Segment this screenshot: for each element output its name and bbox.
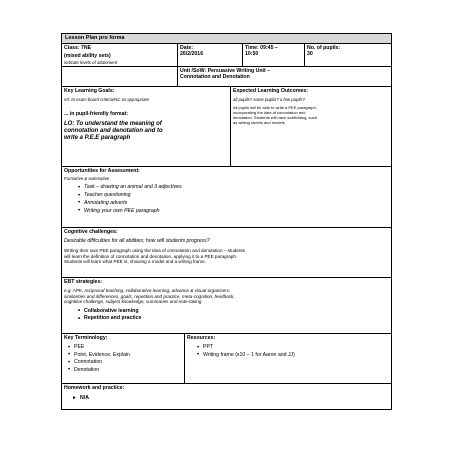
outcomes-line-3: denotation. Students will have scaffolding, such <box>233 114 317 120</box>
class-info-row <box>62 44 391 67</box>
assessment-heading: Opportunities for Assessment: <box>64 168 140 174</box>
lo-line-2: connotation and denotation and to <box>64 127 163 134</box>
goals-friendly: ... in pupil-friendly format: <box>64 111 128 118</box>
cognitive-cell <box>62 228 391 277</box>
list-item: • Teacher questioning <box>74 192 389 200</box>
class-label: Class: 7NE <box>64 45 92 51</box>
ebt-list <box>74 308 389 323</box>
homework-row <box>62 384 391 411</box>
cognitive-row <box>62 228 391 278</box>
outcomes-line-4: as writing sheets and models. <box>233 119 286 125</box>
outcomes-cell <box>231 87 391 166</box>
ebt-line-3: cognitive challenge, subject knowledge, summaries and note-taking <box>64 299 202 305</box>
lo-line-1: LO: To understand the meaning of <box>64 120 162 127</box>
date-value: 26/2/2016 <box>180 51 204 58</box>
assessment-sub: Formative & summative <box>64 176 110 182</box>
assessment-row <box>62 167 391 228</box>
list-item: • Writing your own PEE paragraph <box>74 208 389 216</box>
list-item: • Writing frame (x10 – 1 for Aaron and JJ) <box>193 352 391 360</box>
unit-row <box>62 67 391 87</box>
cognitive-heading: Cognitive challenges: <box>64 229 118 235</box>
list-item: • Point, Evidence, Explain <box>64 352 182 360</box>
cognitive-line-3: Students will learn what PEE is, showing a model and a writing frame. <box>64 259 206 265</box>
attainment-note: indicate levels of attainment <box>64 60 118 66</box>
cognitive-line-1: Writing their own PEE paragraph using the idea of connotation and denotation – students <box>64 248 245 254</box>
time-label: Time: 09:45 – <box>245 45 278 51</box>
time-value: 10:50 <box>245 51 259 58</box>
pupils-cell <box>305 44 391 66</box>
list-item: • Collaborative learning <box>74 308 389 315</box>
ebt-line-2: similarities and differences, goals, repetition and practice, meta-cognition, feedback, <box>64 293 235 299</box>
unit-line-1: Unit /SoW: Persuasive Writing Unit – <box>180 68 271 74</box>
page-title: Lesson Plan pro forma <box>65 35 125 41</box>
time-cell <box>243 44 305 66</box>
title-bar <box>62 34 391 44</box>
list-item: • Denotation <box>64 367 182 375</box>
terminology-list <box>64 344 182 374</box>
sets-label: (mixed ability sets) <box>64 53 111 60</box>
unit-blank-cell <box>62 67 178 87</box>
resources-heading: Resources: <box>187 335 216 341</box>
cognitive-sub: Desirable difficulties for all abilities; how will students progress? <box>64 238 210 245</box>
goals-cell <box>62 87 231 166</box>
ebt-row <box>62 278 391 334</box>
unit-line-2: Connotation and Denotation <box>180 74 250 81</box>
lo-line-3: write a P.E.E paragraph <box>64 135 131 141</box>
lesson-plan-table <box>61 33 392 410</box>
ebt-line-1: e.g. APK, reciprocal teaching, collaborative learning, advance & visual organisers, <box>64 288 231 294</box>
terminology-heading: Key Terminology: <box>64 335 108 341</box>
list-item: • PEE <box>64 344 182 352</box>
list-item: • PPT <box>193 344 391 352</box>
goals-ref: ref. to exam board criteria/NC as appropriate <box>64 97 150 103</box>
unit-cell <box>178 67 391 87</box>
list-item: • Connotation <box>64 359 182 367</box>
homework-heading: Homework and practice: <box>64 385 125 391</box>
homework-cell <box>62 384 391 411</box>
homework-list <box>70 395 389 401</box>
list-item: • Task – drawing an animal and 3 adjectives <box>74 184 389 192</box>
outcomes-line-2: incorporating the idea of connotation and <box>233 110 306 116</box>
ebt-cell <box>62 278 391 333</box>
goals-row <box>62 87 391 167</box>
cognitive-line-2: will learn the definition of connotation and denotation, applying it to a PEE paragraph. <box>64 253 238 259</box>
list-item: • Annotating adverts <box>74 200 389 208</box>
terminology-cell <box>62 334 185 383</box>
resources-cell <box>185 334 391 383</box>
pupils-value: 30 <box>307 51 313 58</box>
resources-list <box>193 344 391 359</box>
terminology-row <box>62 334 391 384</box>
outcomes-heading: Expected Learning Outcomes: <box>233 88 308 94</box>
date-cell <box>178 44 243 66</box>
class-cell <box>62 44 178 66</box>
pupils-label: No. of pupils: <box>307 45 341 51</box>
date-label: Date: <box>180 45 193 51</box>
outcomes-line-1: All pupils will be able to write a PEE paragraph, <box>233 105 317 111</box>
list-item: ► N/A <box>70 395 389 401</box>
ebt-heading: EBT strategies: <box>64 279 103 285</box>
outcomes-sub: all pupils? some pupils? a few pupils? <box>233 97 305 103</box>
list-item: • Repetition and practice <box>74 315 389 322</box>
goals-heading: Key Learning Goals: <box>64 88 115 94</box>
assessment-list <box>74 184 389 215</box>
assessment-cell <box>62 167 391 227</box>
